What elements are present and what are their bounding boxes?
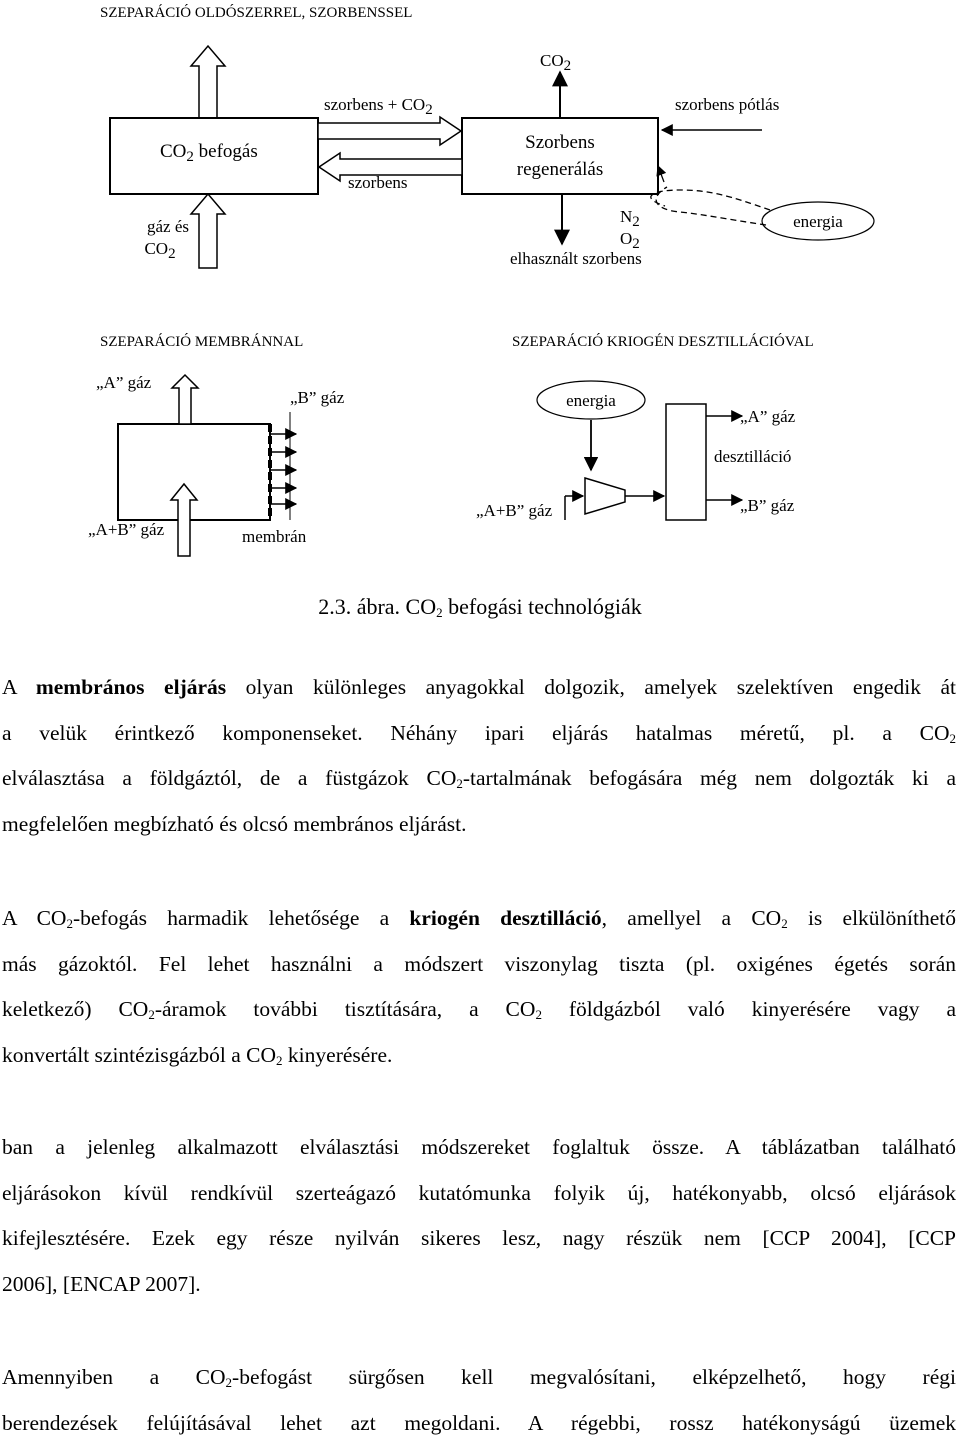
p2-line-4: konvertált szintézisgázból a $CO_2$ kinyerésére. — [2, 1042, 393, 1068]
sorbent-diagram-title: SZEPARÁCIÓ OLDÓSZERREL, SZORBENSSEL — [100, 5, 413, 21]
p2-line-1: A $CO_2$-befogás harmadik lehetősége a kriogén desztilláció, amellyel a $CO_2$ is elkülöníthető — [2, 906, 956, 931]
cryogenic-paragraph — [2, 896, 956, 1078]
exhaust-gas-arrow — [191, 46, 225, 118]
p3-line-4: 2006], [ENCAP 2007]. — [2, 1271, 201, 1296]
p3-line-2: eljárásokon kívül rendkívül szerteágazó kutatómunka folyik új, hatékonyabb, olcsó eljárások — [2, 1180, 956, 1205]
sorbent-regeneration-box — [462, 118, 658, 194]
sorbent-makeup-label: szorbens pótlás — [675, 95, 780, 114]
co2-output-label: CO2 — [540, 51, 572, 74]
membrane-gas-ab-label: „A+B” gáz — [88, 520, 165, 539]
p2-line-3: keletkező) $CO_2$-áramok további tisztítására, a $CO_2$ földgázból való kinyerésére vagy a — [2, 997, 956, 1023]
p3-line-3: kifejlesztésére. Ezek egy része nyilván sikeres lesz, nagy részük nem [CCP 2004], [CCP — [2, 1226, 956, 1251]
membrane-gas-b-label: „B” gáz — [290, 388, 345, 407]
membrane-diagram-title: SZEPARÁCIÓ MEMBRÁNNAL — [100, 334, 304, 350]
membrane-permeate-arrows — [270, 412, 296, 520]
p1-line-4: megfelelően megbízható és olcsó membrános eljárást. — [2, 811, 467, 836]
gas-inlet-label-line1: gáz és — [146, 217, 190, 236]
distillation-column — [666, 404, 706, 520]
membrane-box — [118, 424, 270, 520]
membrane-paragraph — [2, 665, 956, 847]
cryogenic-diagram-title: SZEPARÁCIÓ KRIOGÉN DESZTILLÁCIÓVAL — [512, 334, 814, 350]
table-summary-paragraph — [2, 1125, 956, 1307]
p1-line-3: elválasztása a földgáztól, de a füstgázok $CO_2$-tartalmának befogására még nem dolgozták ki a — [2, 766, 957, 792]
gas-inlet-label-line2: CO2 — [144, 239, 176, 262]
n2-label: N2 — [620, 207, 640, 230]
p3-line-1: ban a jelenleg alkalmazott elválasztási módszereket foglaltuk össze. A táblázatban található — [2, 1135, 956, 1159]
p1-line-2: a velük érintkező komponenseket. Néhány ipari eljárás hatalmas méretű, pl. a $CO_2$ — [2, 720, 956, 746]
cryo-gas-ab-label: „A+B” gáz — [476, 501, 553, 520]
spent-sorbent-label: elhasznált szorbens — [510, 249, 642, 268]
membrane-label: membrán — [242, 527, 307, 546]
energy-label: energia — [793, 212, 843, 231]
regeneration-label-line1: Szorbens — [525, 132, 595, 153]
cryo-gas-a-label: „A” gáz — [740, 407, 796, 426]
distillation-label: desztilláció — [714, 447, 792, 466]
figure-caption: 2.3. ábra. $CO_2$ befogási technológiák — [318, 594, 642, 620]
p4-line-2: berendezések felújításával lehet azt megoldani. A régebbi, rossz hatékonyságú üzemek — [2, 1410, 956, 1435]
o2-label: O2 — [620, 229, 640, 252]
co2-capture-label: $CO_2$ befogás — [160, 141, 258, 165]
p1-line-1: A membrános eljárás olyan különleges anyagokkal dolgozik, amelyek szelektíven engedik át — [2, 675, 956, 699]
membrane-gas-a-label: „A” gáz — [96, 373, 152, 392]
regeneration-label-line2: regenerálás — [516, 159, 604, 180]
sorbent-co2-label: szorbens + CO2 — [324, 95, 433, 118]
cryo-gas-b-label: „B” gáz — [740, 496, 795, 515]
capture-technologies-diagram — [0, 0, 960, 580]
p2-line-2: más gázoktól. Fel lehet használni a módszert viszonylag tiszta (pl. oxigénes égetés során — [2, 951, 956, 976]
membrane-gas-a-arrow — [172, 375, 198, 424]
sorbent-co2-flow-arrow — [318, 117, 461, 145]
retrofit-paragraph — [2, 1355, 956, 1446]
energy-dashed-path-upper — [651, 190, 770, 210]
sorbent-return-label: szorbens — [348, 173, 408, 192]
p4-line-1: Amennyiben a $CO_2$-befogást sürgősen kell megvalósítani, elképzelhető, hogy régi — [2, 1365, 956, 1390]
gas-inlet-arrow — [191, 194, 225, 268]
cryo-energy-label: energia — [566, 391, 616, 410]
compressor-shape — [585, 478, 625, 514]
